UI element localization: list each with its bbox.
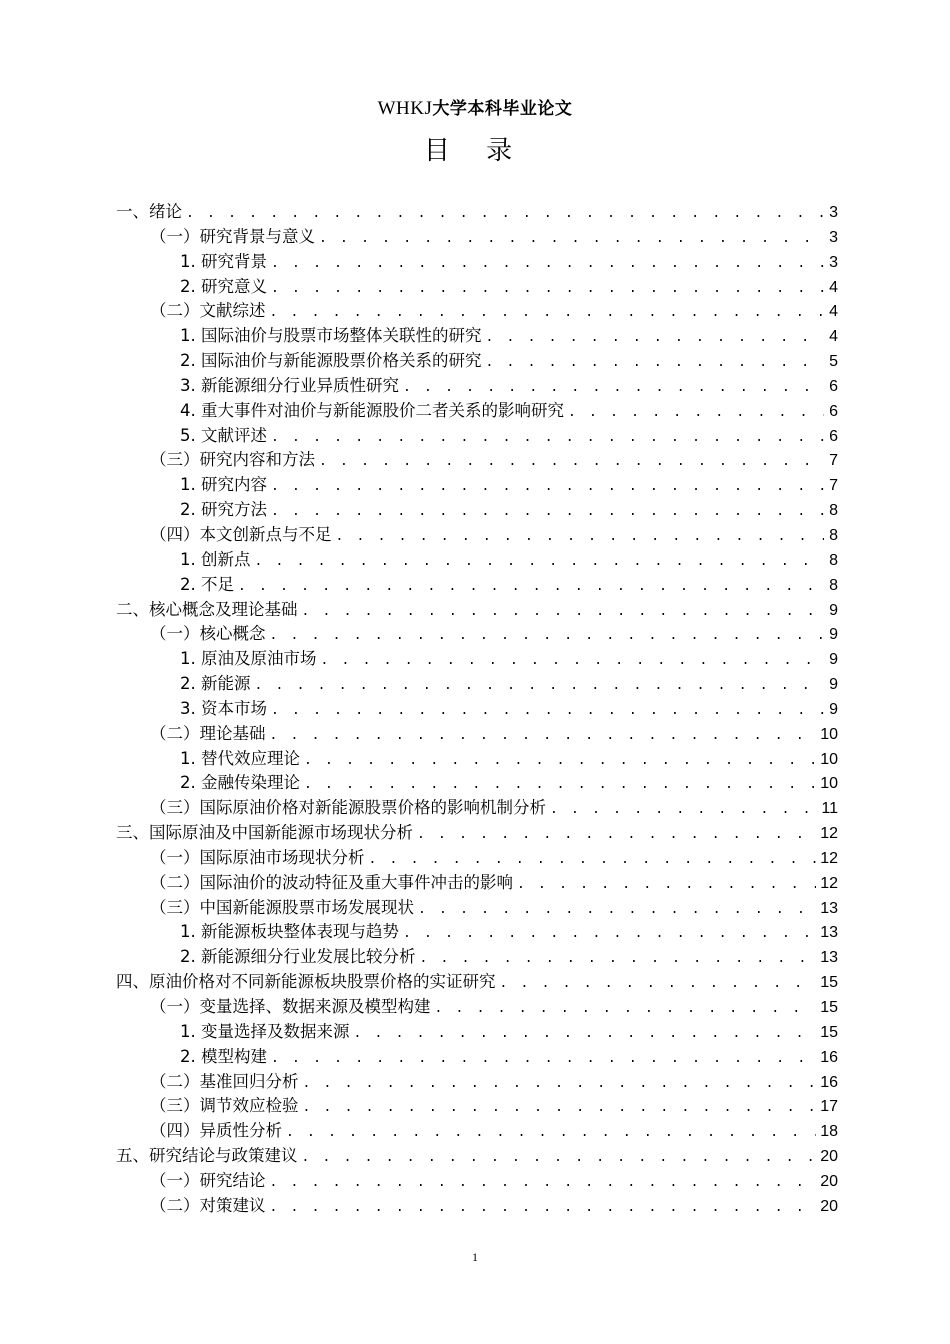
toc-entry-page: 9 xyxy=(829,676,838,694)
toc-entry-label: 四、原油价格对不同新能源板块股票价格的实证研究 xyxy=(116,972,496,992)
toc-entry-page: 8 xyxy=(829,502,838,520)
dot-leader xyxy=(550,802,817,817)
toc-entry[interactable] xyxy=(116,968,838,993)
dot-leader xyxy=(186,206,824,221)
toc-entry[interactable] xyxy=(116,372,838,397)
toc-entry[interactable] xyxy=(116,993,838,1018)
toc-entry-page: 8 xyxy=(829,551,838,569)
toc-entry[interactable] xyxy=(116,1142,838,1167)
dot-leader xyxy=(270,628,825,643)
toc-entry-label: （二）理论基础 xyxy=(150,723,266,743)
toc-entry-label: 4. 重大事件对油价与新能源股价二者关系的影响研究 xyxy=(180,400,564,420)
toc-entry-label: 2. 新能源细分行业发展比较分析 xyxy=(180,947,416,967)
toc-entry-page: 4 xyxy=(829,328,838,346)
toc-entry-label: 二、核心概念及理论基础 xyxy=(116,599,298,619)
toc-entry-label: 2. 研究意义 xyxy=(180,276,267,296)
toc-entry[interactable] xyxy=(116,571,838,596)
dot-leader xyxy=(286,1125,816,1140)
toc-entry-page: 8 xyxy=(829,576,838,594)
toc-entry-page: 3 xyxy=(829,204,838,221)
dot-leader xyxy=(486,330,825,345)
dot-leader xyxy=(418,902,816,917)
toc-entry[interactable] xyxy=(116,695,838,720)
dot-leader xyxy=(302,1150,817,1165)
toc-entry-page: 6 xyxy=(829,427,838,445)
toc-entry-label: （二）对策建议 xyxy=(150,1195,266,1215)
toc-entry[interactable] xyxy=(116,397,838,422)
toc-entry[interactable] xyxy=(116,1092,838,1117)
toc-entry-page: 9 xyxy=(829,601,838,619)
dot-leader xyxy=(319,231,824,246)
dot-leader xyxy=(270,1200,817,1215)
header-title: 大学本科毕业论文 xyxy=(432,99,573,119)
toc-entry-page: 12 xyxy=(820,849,838,867)
dot-leader xyxy=(403,380,824,395)
toc-entry-label: （三）研究内容和方法 xyxy=(150,450,315,470)
toc-entry[interactable] xyxy=(116,819,838,844)
toc-entry-page: 20 xyxy=(820,1148,838,1166)
dot-leader xyxy=(270,305,825,320)
toc-entry-page: 13 xyxy=(820,949,838,967)
toc-entry-label: （一）国际原油市场现状分析 xyxy=(150,847,365,867)
toc-entry-label: 三、国际原油及中国新能源市场现状分析 xyxy=(116,823,413,843)
header-institution-code: WHKJ xyxy=(377,98,433,119)
table-of-contents xyxy=(116,198,838,1217)
toc-entry-page: 13 xyxy=(820,924,838,942)
toc-entry[interactable] xyxy=(116,1043,838,1068)
toc-entry[interactable] xyxy=(116,769,838,794)
toc-entry[interactable] xyxy=(116,521,838,546)
toc-entry[interactable] xyxy=(116,322,838,347)
toc-entry-label: 2. 国际油价与新能源股票价格关系的研究 xyxy=(180,351,482,371)
toc-entry[interactable] xyxy=(116,496,838,521)
toc-entry[interactable] xyxy=(116,546,838,571)
toc-entry[interactable] xyxy=(116,794,838,819)
toc-entry-page: 20 xyxy=(820,1197,838,1215)
document-header xyxy=(0,94,950,120)
toc-entry-page: 11 xyxy=(821,800,838,818)
toc-entry[interactable] xyxy=(116,620,838,645)
toc-entry-page: 17 xyxy=(820,1098,838,1116)
dot-leader xyxy=(486,355,825,370)
toc-entry-label: （三）调节效应检验 xyxy=(150,1096,299,1116)
toc-entry[interactable] xyxy=(116,943,838,968)
toc-entry-label: （一）研究背景与意义 xyxy=(150,226,315,246)
toc-entry[interactable] xyxy=(116,1068,838,1093)
toc-entry[interactable] xyxy=(116,745,838,770)
dot-leader xyxy=(270,1175,817,1190)
toc-entry-label: （四）本文创新点与不足 xyxy=(150,524,332,544)
toc-entry-page: 6 xyxy=(829,402,838,420)
toc-entry[interactable] xyxy=(116,869,838,894)
dot-leader xyxy=(271,703,824,718)
dot-leader xyxy=(403,926,816,941)
toc-entry-page: 15 xyxy=(820,999,838,1016)
toc-entry-label: （一）核心概念 xyxy=(150,624,266,644)
toc-entry[interactable] xyxy=(116,297,838,322)
dot-leader xyxy=(568,405,824,420)
toc-entry-label: 3. 资本市场 xyxy=(180,698,267,718)
toc-entry-label: 1. 新能源板块整体表现与趋势 xyxy=(180,922,399,942)
toc-entry-page: 9 xyxy=(829,700,838,718)
dot-leader xyxy=(336,529,825,544)
toc-entry-label: 1. 研究背景 xyxy=(180,251,267,271)
toc-entry-page: 9 xyxy=(829,651,838,669)
toc-entry[interactable] xyxy=(116,645,838,670)
dot-leader xyxy=(435,1001,817,1016)
toc-entry-page: 10 xyxy=(820,775,838,793)
toc-entry-label: （二）国际油价的波动特征及重大事件冲击的影响 xyxy=(150,872,513,892)
toc-entry-label: 2. 不足 xyxy=(180,574,234,594)
dot-leader xyxy=(271,504,824,519)
dot-leader xyxy=(271,479,824,494)
toc-entry[interactable] xyxy=(116,918,838,943)
dot-leader xyxy=(271,430,824,445)
toc-entry-page: 7 xyxy=(829,477,838,495)
toc-entry-label: 3. 新能源细分行业异质性研究 xyxy=(180,375,399,395)
toc-entry-label: 一、绪论 xyxy=(116,202,182,221)
dot-leader xyxy=(303,1076,817,1091)
toc-entry-page: 12 xyxy=(820,874,838,892)
toc-entry-label: 1. 变量选择及数据来源 xyxy=(180,1021,350,1041)
toc-entry[interactable] xyxy=(116,471,838,496)
toc-entry[interactable] xyxy=(116,223,838,248)
dot-leader xyxy=(500,976,817,991)
dot-leader xyxy=(271,256,824,271)
toc-entry[interactable] xyxy=(116,894,838,919)
toc-entry-page: 20 xyxy=(820,1172,838,1190)
toc-entry[interactable] xyxy=(116,596,838,621)
dot-leader xyxy=(302,604,825,619)
toc-entry-label: （四）异质性分析 xyxy=(150,1121,282,1141)
toc-entry-label: 1. 研究内容 xyxy=(180,475,267,495)
toc-entry-page: 3 xyxy=(829,228,838,246)
dot-leader xyxy=(270,728,817,743)
toc-entry-label: 1. 替代效应理论 xyxy=(180,748,300,768)
dot-leader xyxy=(271,281,824,296)
toc-entry-page: 3 xyxy=(829,253,838,271)
dot-leader xyxy=(304,777,816,792)
dot-leader xyxy=(517,877,816,892)
toc-entry-label: （三）中国新能源股票市场发展现状 xyxy=(150,897,414,917)
toc-entry-label: （三）国际原油价格对新能源股票价格的影响机制分析 xyxy=(150,798,546,818)
toc-entry[interactable] xyxy=(116,1167,838,1192)
toc-entry[interactable] xyxy=(116,347,838,372)
toc-entry[interactable] xyxy=(116,1192,838,1217)
dot-leader xyxy=(319,454,824,469)
toc-entry-page: 7 xyxy=(829,452,838,470)
toc-entry[interactable] xyxy=(116,844,838,869)
toc-entry-label: 5. 文献评述 xyxy=(180,425,267,445)
dot-leader xyxy=(271,1051,816,1066)
dot-leader xyxy=(369,852,817,867)
toc-entry-page: 15 xyxy=(820,974,838,992)
toc-entry-page: 6 xyxy=(829,377,838,395)
toc-entry-label: （一）变量选择、数据来源及模型构建 xyxy=(150,997,431,1016)
toc-entry-page: 8 xyxy=(829,526,838,544)
dot-leader xyxy=(417,827,816,842)
toc-entry-label: 2. 新能源 xyxy=(180,674,251,694)
toc-entry[interactable] xyxy=(116,422,838,447)
dot-leader xyxy=(420,951,817,966)
toc-entry-label: 1. 原油及原油市场 xyxy=(180,649,317,669)
toc-entry-label: （二）文献综述 xyxy=(150,301,266,321)
toc-entry-page: 5 xyxy=(829,353,838,371)
toc-entry-page: 10 xyxy=(820,750,838,768)
toc-entry[interactable] xyxy=(116,1117,838,1142)
toc-entry-page: 15 xyxy=(820,1023,838,1041)
dot-leader xyxy=(354,1026,817,1041)
toc-entry-page: 16 xyxy=(820,1073,838,1091)
toc-entry-label: 1. 创新点 xyxy=(180,549,251,569)
toc-entry[interactable] xyxy=(116,720,838,745)
toc-entry-label: 1. 国际油价与股票市场整体关联性的研究 xyxy=(180,326,482,346)
toc-entry-label: 2. 金融传染理论 xyxy=(180,773,300,793)
toc-entry[interactable] xyxy=(116,248,838,273)
toc-entry-label: 2. 模型构建 xyxy=(180,1046,267,1066)
toc-entry[interactable] xyxy=(116,198,838,223)
toc-entry-page: 16 xyxy=(820,1048,838,1066)
toc-entry-label: 2. 研究方法 xyxy=(180,500,267,520)
toc-entry[interactable] xyxy=(116,446,838,471)
dot-leader xyxy=(255,554,825,569)
toc-entry-page: 10 xyxy=(820,725,838,743)
toc-entry-page: 13 xyxy=(820,899,838,917)
dot-leader xyxy=(255,678,825,693)
dot-leader xyxy=(238,579,824,594)
dot-leader xyxy=(321,653,825,668)
page-number: 1 xyxy=(472,1250,478,1264)
dot-leader xyxy=(303,1100,817,1115)
toc-entry-label: 五、研究结论与政策建议 xyxy=(116,1146,298,1166)
toc-entry-page: 18 xyxy=(820,1123,838,1141)
toc-entry-page: 12 xyxy=(820,825,838,843)
toc-entry-page: 9 xyxy=(829,626,838,644)
toc-title: 目 录 xyxy=(423,136,527,166)
toc-entry[interactable] xyxy=(116,670,838,695)
dot-leader xyxy=(304,753,816,768)
toc-entry-label: （一）研究结论 xyxy=(150,1170,266,1190)
toc-entry-label: （二）基准回归分析 xyxy=(150,1071,299,1091)
toc-entry-page: 4 xyxy=(829,278,838,296)
toc-entry-page: 4 xyxy=(829,303,838,321)
toc-entry[interactable] xyxy=(116,1018,838,1043)
toc-entry[interactable] xyxy=(116,273,838,298)
